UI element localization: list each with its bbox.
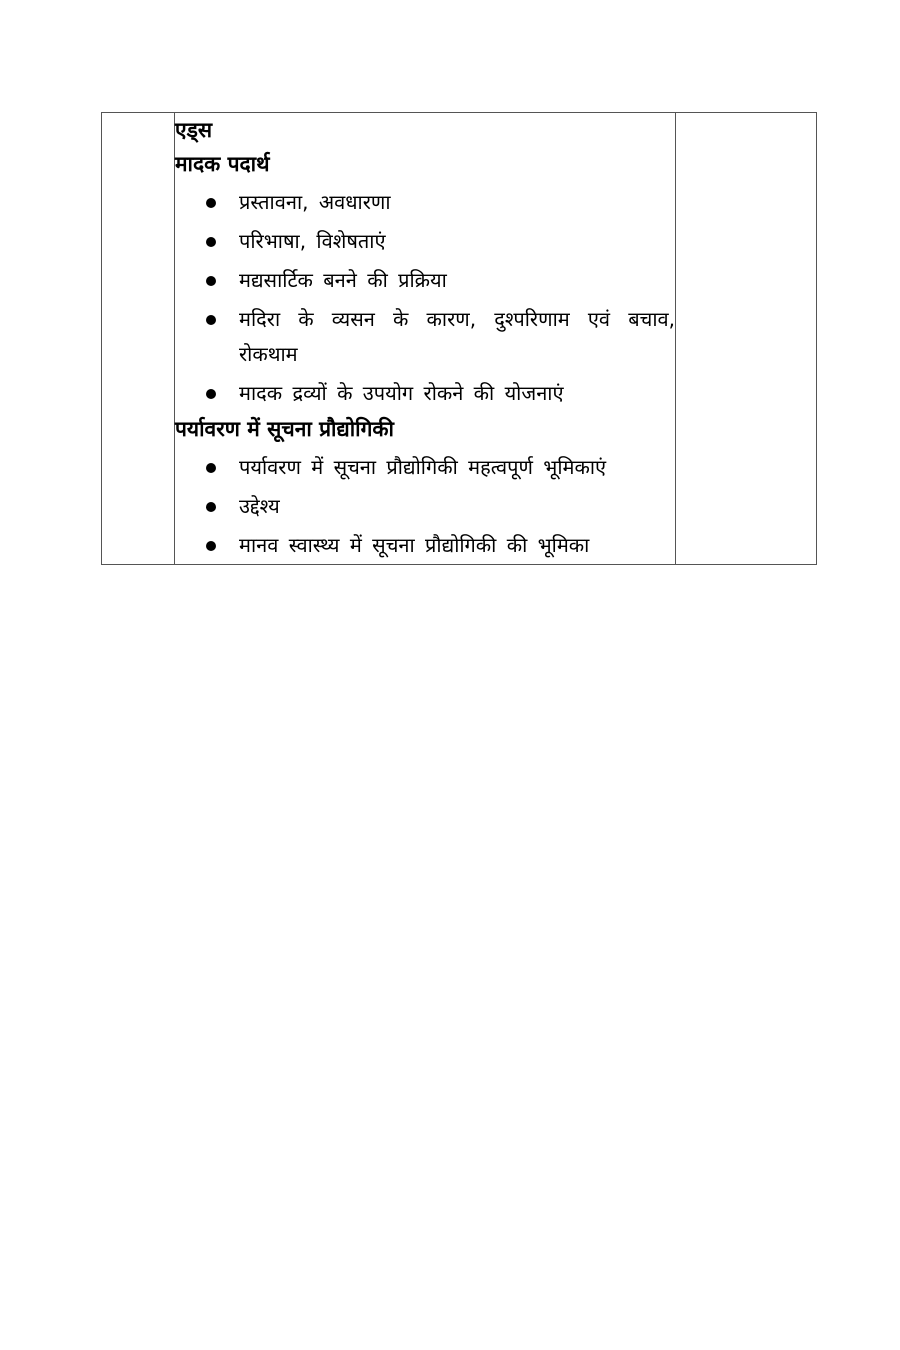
bullet-icon xyxy=(206,389,216,399)
list-item-text: पर्यावरण में सूचना प्रौद्योगिकी महत्वपूर्ण भूमिकाएं xyxy=(239,455,607,479)
right-empty-cell xyxy=(676,113,817,565)
bullet-icon xyxy=(206,502,216,512)
bullet-icon xyxy=(206,463,216,473)
list-item-text: मादक द्रव्यों के उपयोग रोकने की योजनाएं xyxy=(239,381,564,405)
list-item xyxy=(175,185,675,220)
list-item xyxy=(175,224,675,259)
list-item-text: परिभाषा, विशेषताएं xyxy=(239,229,386,253)
section-heading-narcotics: मादक पदार्थ xyxy=(175,152,270,176)
narcotics-topic-list xyxy=(175,185,675,411)
list-item-text: मद्यसार्टिक बनने की प्रक्रिया xyxy=(239,268,447,292)
syllabus-table xyxy=(101,112,817,565)
left-empty-cell xyxy=(102,113,175,565)
content-cell xyxy=(175,113,676,565)
table-row xyxy=(102,113,817,565)
list-item-text: मदिरा के व्यसन के कारण, दुश्परिणाम एवं बचाव, रोकथाम xyxy=(239,307,675,366)
bullet-icon xyxy=(206,315,216,325)
list-item-text: मानव स्वास्थ्य में सूचना प्रौद्योगिकी की भूमिका xyxy=(239,533,590,557)
list-item xyxy=(175,302,675,372)
list-item xyxy=(175,376,675,411)
environment-it-topic-list xyxy=(175,450,675,563)
bullet-icon xyxy=(206,237,216,247)
bullet-icon xyxy=(206,198,216,208)
section-heading-environment-it: पर्यावरण में सूचना प्रौद्योगिकी xyxy=(175,417,394,441)
list-item-text: प्रस्तावना, अवधारणा xyxy=(239,190,391,214)
list-item xyxy=(175,528,675,563)
list-item xyxy=(175,450,675,485)
bullet-icon xyxy=(206,276,216,286)
section-heading-aids: एड्स xyxy=(175,118,213,142)
list-item-text: उद्देश्य xyxy=(239,494,280,518)
list-item xyxy=(175,263,675,298)
list-item xyxy=(175,489,675,524)
bullet-icon xyxy=(206,541,216,551)
